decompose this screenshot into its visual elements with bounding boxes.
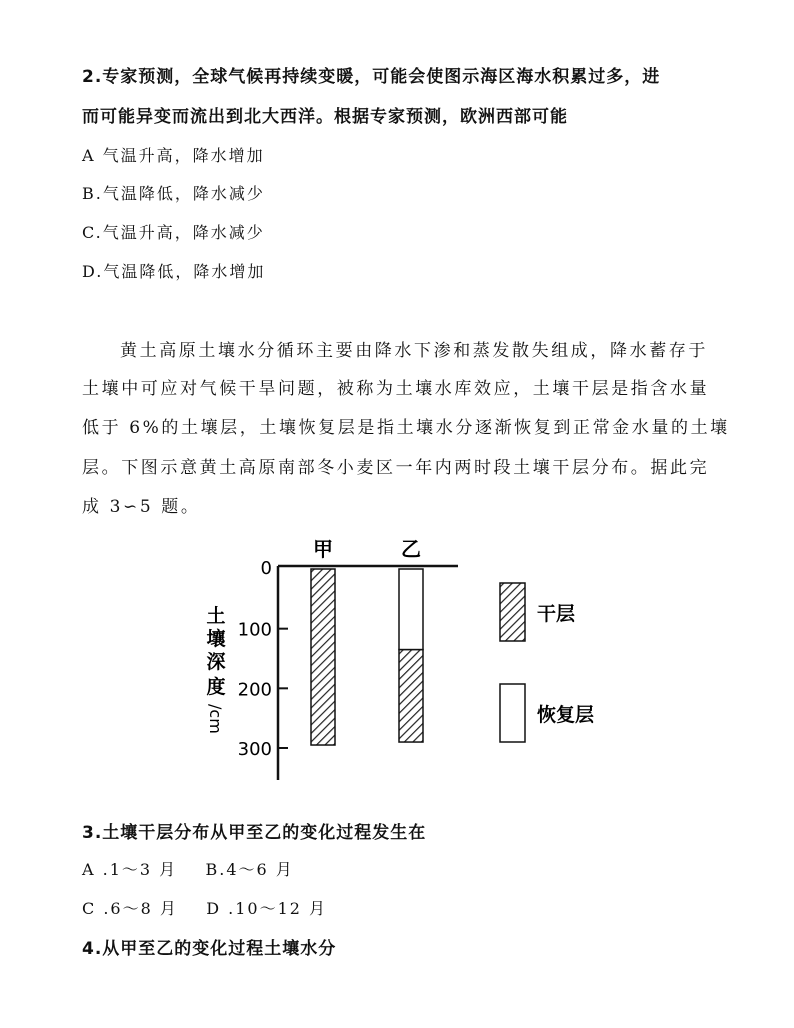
q3-options-line2: C .6～8 月 D .10～12 月 — [82, 899, 328, 918]
y-label-char-4: 度 — [206, 676, 226, 698]
q2-option-b: B.气温降低，降水减少 — [82, 184, 265, 203]
passage-line-4: 层。下图示意黄土高原南部冬小麦区一年内两时段土壤干层分布。据此完 — [82, 458, 710, 478]
passage-line-3: 低于 6%的土壤层，土壤恢复层是指土壤水分逐渐恢复到正常金水量的土壤 — [82, 418, 730, 438]
y-label-char-3: 深 — [206, 651, 226, 673]
y-label-char-1: 土 — [206, 605, 226, 627]
y-tick-label: 300 — [237, 739, 272, 760]
y-tick-label: 0 — [260, 558, 272, 579]
q3-stem: 3.土壤干层分布从甲至乙的变化过程发生在 — [82, 823, 427, 843]
passage-line-1: 黄土高原土壤水分循环主要由降水下渗和蒸发散失组成，降水蓄存于 — [120, 341, 708, 361]
q2-stem-line2: 而可能异变而流出到北大西洋。根据专家预测，欧洲西部可能 — [82, 107, 568, 127]
q4-stem: 4.从甲至乙的变化过程土壤水分 — [82, 939, 337, 959]
legend-swatch-dry-layer — [500, 583, 525, 641]
dry-layer-bar-yi — [399, 650, 423, 742]
legend-label-recovery-layer: 恢复层 — [537, 704, 595, 726]
y-axis-unit: /cm — [206, 704, 225, 734]
y-tick-label: 200 — [237, 679, 272, 701]
q2-option-a: A 气温升高，降水增加 — [82, 146, 265, 165]
y-tick-label: 100 — [237, 619, 272, 641]
recovery-layer-bar-yi — [399, 569, 423, 650]
q3-options-line1: A .1～3 月 B.4～6 月 — [82, 860, 294, 879]
dry-layer-bar-jia — [311, 569, 335, 745]
q2-option-c: C.气温升高，降水减少 — [82, 223, 265, 242]
y-label-char-2: 壤 — [206, 628, 226, 650]
passage-line-2: 土壤中可应对气候干旱问题，被称为土壤水库效应，土壤干层是指含水量 — [82, 379, 710, 399]
legend-swatch-recovery-layer — [500, 684, 525, 742]
legend-label-dry-layer: 干层 — [537, 603, 576, 625]
y-axis-label — [206, 604, 225, 698]
category-label-jia: 甲 — [313, 537, 333, 561]
q2-option-d: D.气温降低，降水增加 — [82, 262, 266, 281]
q2-stem-line1: 2.专家预测，全球气候再持续变暖，可能会使图示海区海水积累过多，进 — [82, 67, 661, 87]
category-label-yi: 乙 — [401, 537, 421, 561]
passage-line-5: 成 3∽5 题。 — [82, 497, 201, 517]
